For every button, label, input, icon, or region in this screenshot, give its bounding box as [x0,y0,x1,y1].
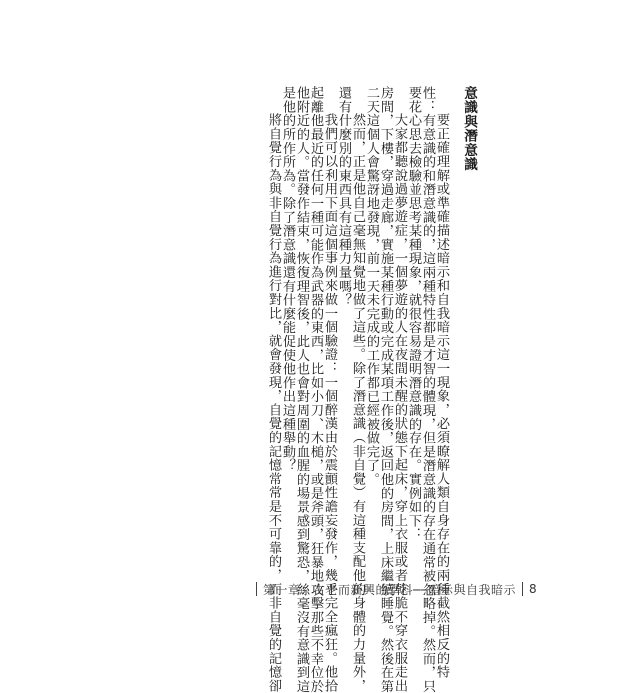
footer-chapter-title: 第一章：古老而新興的學科──暗示與自我暗示 [263,582,516,597]
paragraph-line: 起離他最近的任何一種可能作為武器的東西，比如小刀、木槌，或是斧頭，狂暴地攻擊那些不幸位於 [308,86,323,693]
paragraph-line: 然而，正是他自己毫無知覺地做了這些。除了潛意識（非自覺）有這種支配他的身體的力量外， [350,113,365,693]
paragraph-line: 性：有意識的和潛意識的，這兩種特性都是才智的體現，但是潛意識的存在通常被忽略掉。然而，只 [420,86,435,693]
footer-divider [522,582,523,596]
paragraph-line: 要花心思去檢驗並思考某種現象，就很容易證明潛意識的存在。實例如下： [406,86,421,542]
paragraph-line: 還有什麼別的東西具有這種力量嗎？ [336,86,351,307]
section-title: 意識與潛意識 [461,86,477,172]
paragraph-line: 他附近的人。當發作結束，恢復理智後，此人也會對周圍的血腥的場景感到驚恐，絲毫沒有意識到這 [294,86,309,693]
page-number: 8 [528,582,538,596]
paragraph-line: 將自覺行為與非自覺行為進行對比，就會發現，自覺的記憶常常是不可靠的，而非自覺的記憶卻 [266,113,281,693]
paragraph-line: 二天這個人會驚訝地發現，前一天未完成的工作都已經被做完了。 [364,86,379,487]
paragraph-line: 大家都聽說過夢遊症，一個夢遊的人在夜間未醒的狀態下起床，穿上衣服或者乾脆不穿衣服走出 [392,113,407,693]
paragraph-line: 我們可以利用下面這個事例來做一個驗證：一個醉漢由於震顫性譫妄發作，幾乎完全瘋狂。他拾 [322,113,337,693]
title-spacer [448,86,462,556]
footer-divider [256,582,257,596]
paragraph-line: 是他的所作所為。除了潛意識還有什麼能促使他作出這種舉動？ [280,86,295,473]
paragraph-line: 要正確理解或準確描述暗示和自我暗示這一現象，必須瞭解人類自身存在的兩種截然相反的特 [434,113,449,679]
page-footer [250,580,537,598]
paragraph-line: 房間，下樓，穿過走廊，實施某種行動或完成某項工作後，返回他的房間，上床繼續睡覺。然後在第 [378,86,393,693]
